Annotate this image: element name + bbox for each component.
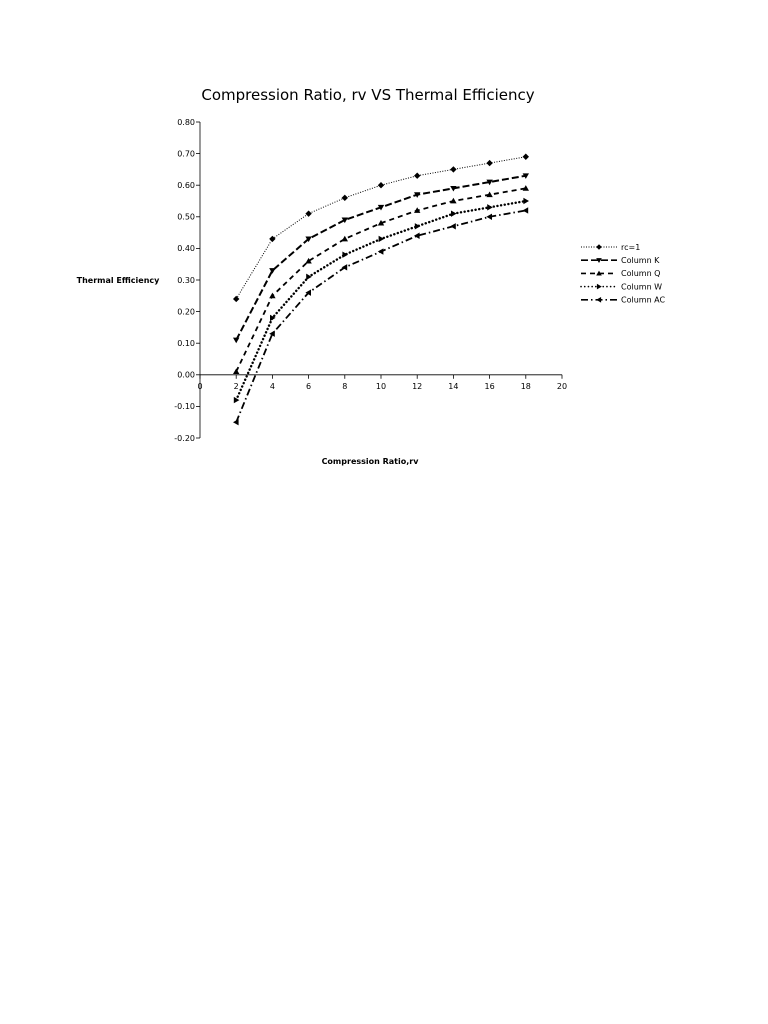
x-tick-label: 2	[233, 381, 239, 391]
y-tick-label: 0.40	[177, 244, 195, 254]
y-tick-label: 0.50	[177, 212, 195, 222]
x-axis-title: Compression Ratio,rv	[321, 457, 419, 466]
x-tick-label: 12	[412, 381, 423, 391]
legend-label: Column K	[621, 256, 660, 265]
y-axis-title: Thermal Efficiency	[76, 276, 160, 285]
legend-label: Column W	[621, 282, 663, 292]
x-tick-label: 6	[306, 381, 312, 391]
y-tick-label: -0.10	[174, 402, 195, 412]
y-tick-label: 0.60	[177, 181, 195, 190]
x-tick-label: 0	[197, 381, 203, 391]
x-tick-label: 18	[520, 381, 531, 391]
x-tick-label: 14	[448, 381, 459, 391]
y-tick-label: 0.70	[177, 149, 195, 159]
y-tick-label: -0.20	[174, 433, 195, 443]
y-tick-label: 0.20	[177, 307, 195, 317]
x-tick-label: 20	[556, 381, 568, 391]
chart-title: Compression Ratio, rv VS Thermal Efficiency	[201, 86, 535, 104]
y-tick-label: 0.00	[177, 370, 195, 380]
x-tick-label: 10	[375, 381, 387, 391]
x-tick-label: 4	[269, 381, 275, 391]
y-tick-label: 0.30	[177, 275, 195, 285]
y-tick-label: 0.10	[177, 339, 195, 348]
legend-label: Column AC	[621, 295, 666, 305]
legend-label: rc=1	[621, 242, 641, 252]
x-tick-label: 16	[484, 381, 495, 391]
legend-label: Column Q	[621, 269, 661, 279]
y-tick-label: 0.80	[177, 117, 195, 127]
x-tick-label: 8	[342, 381, 348, 391]
